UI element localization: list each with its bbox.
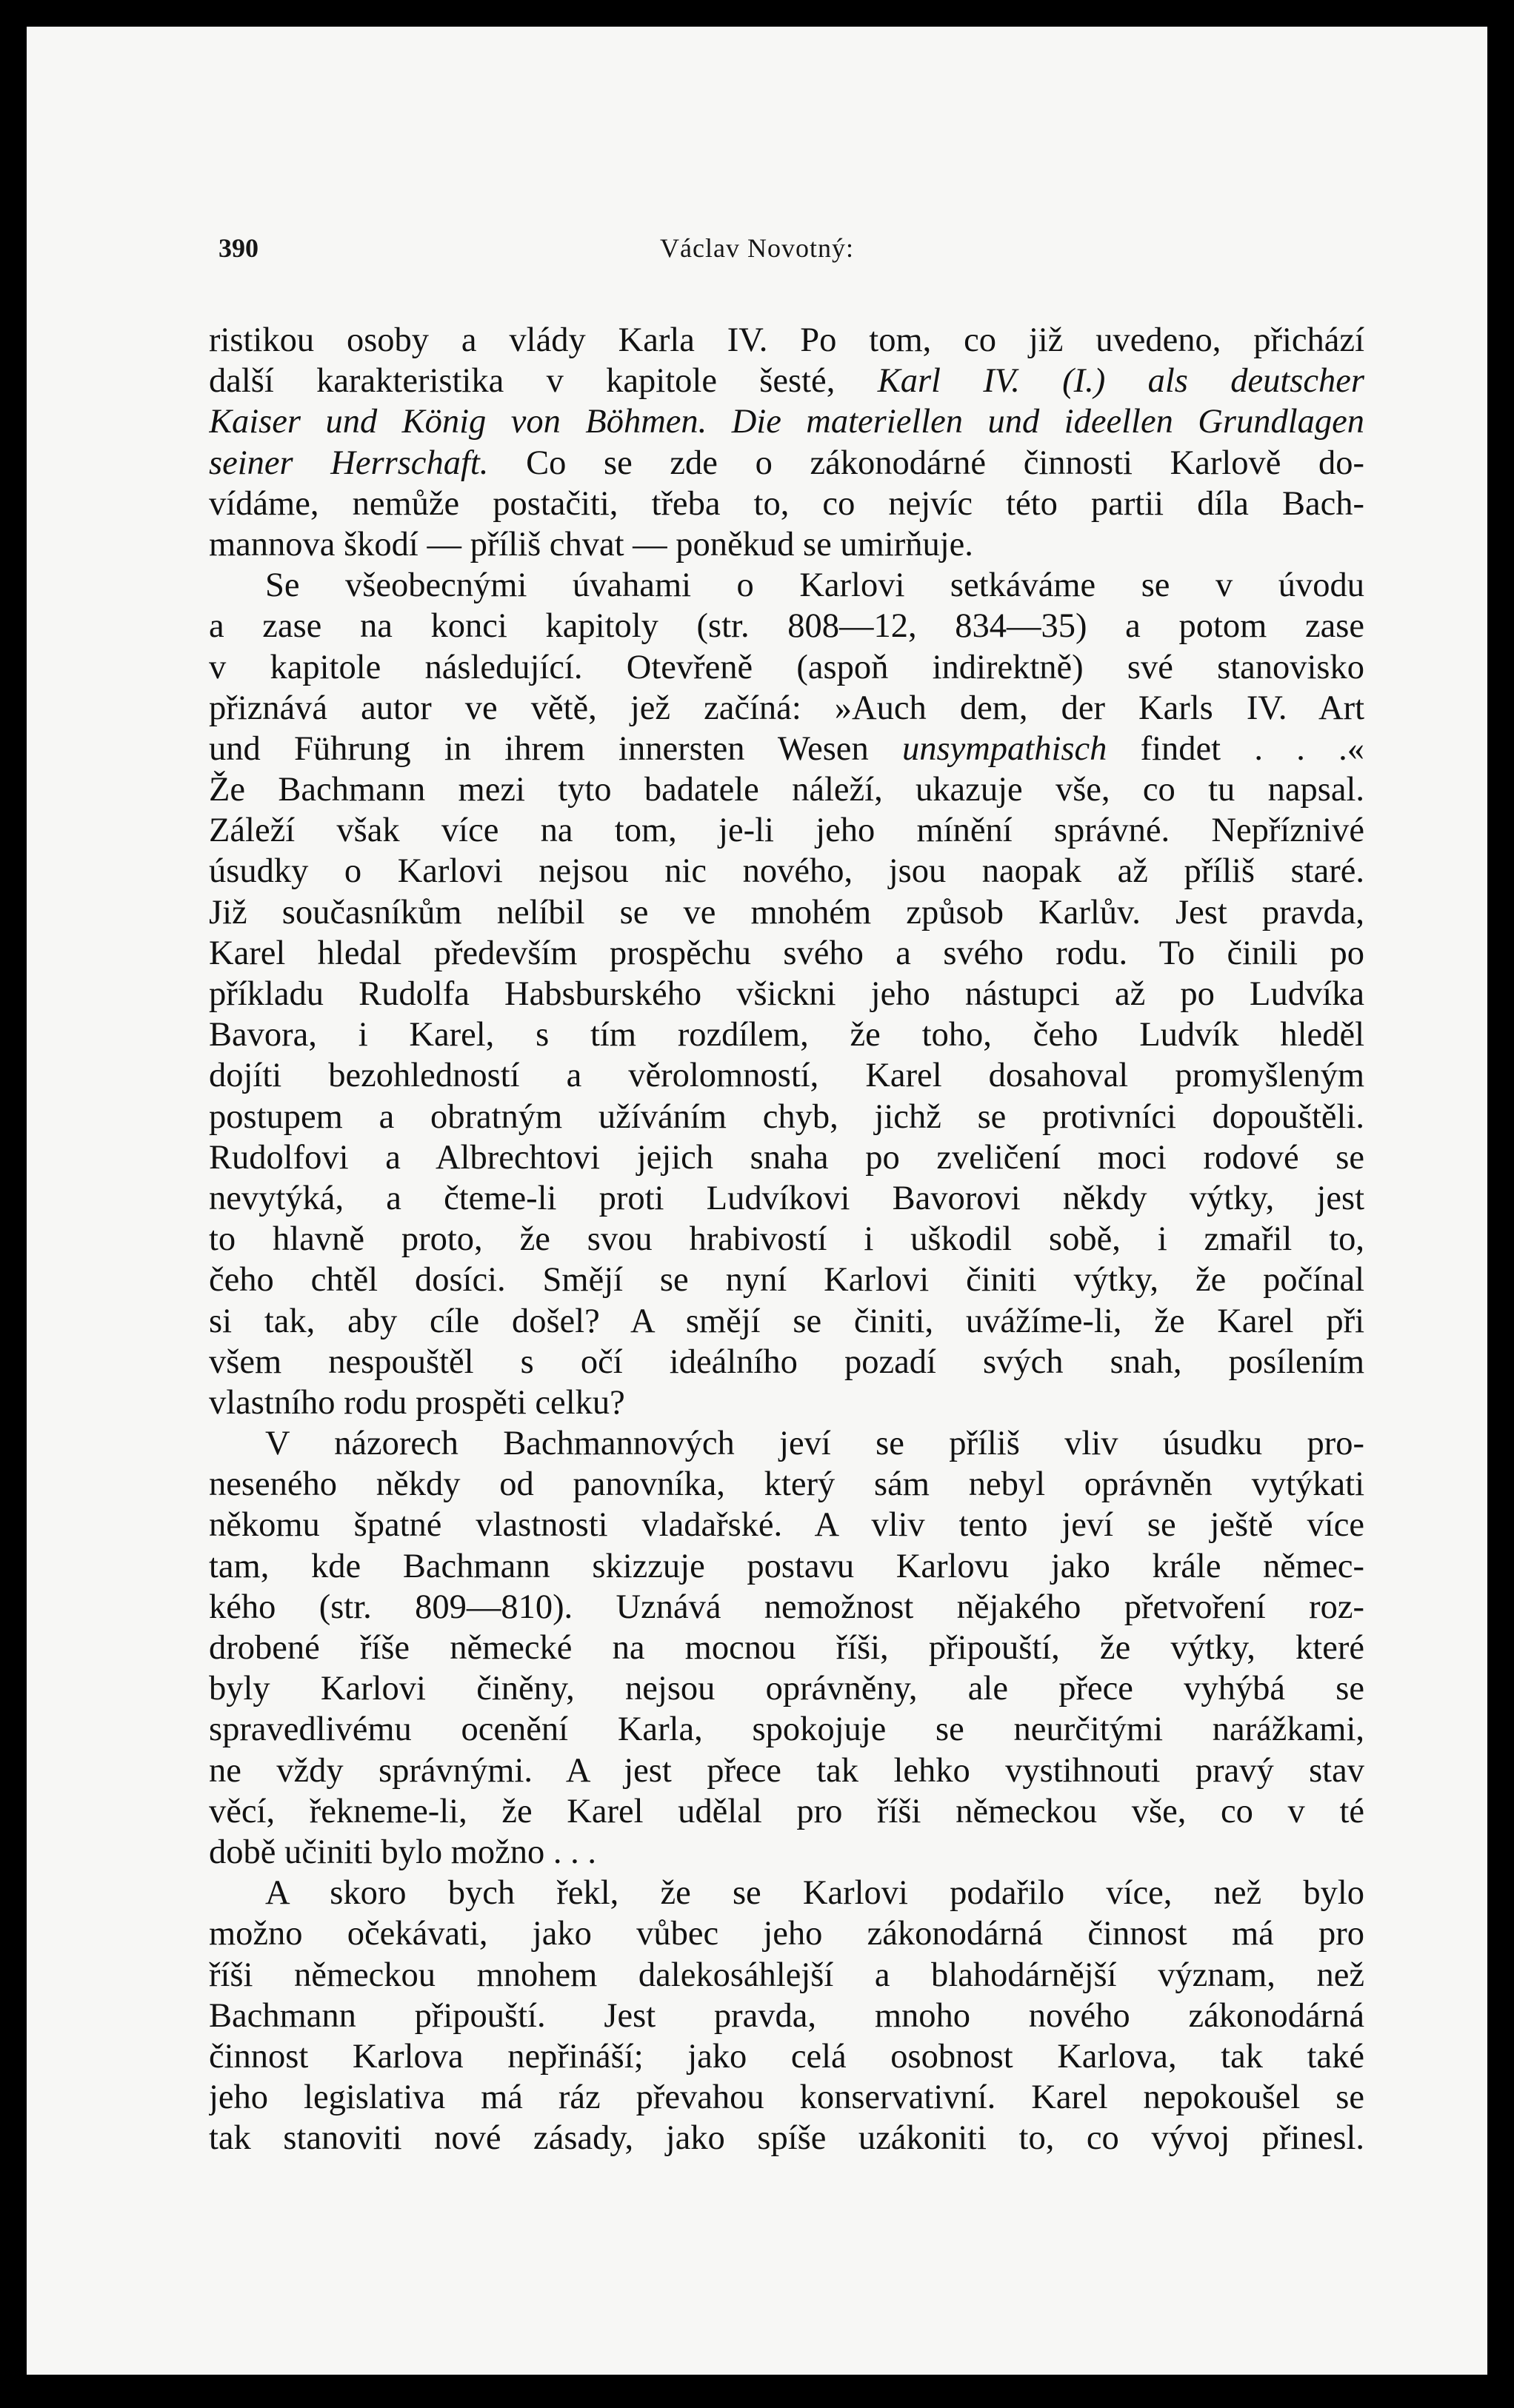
text-line: vídáme, nemůže postačiti, třeba to, co nejvíc této partii díla Bach- xyxy=(209,484,1364,523)
text-line: neseného někdy od panovníka, který sám nebyl oprávněn vytýkati xyxy=(209,1465,1364,1504)
text-line: činnost Karlova nepřináší; jako celá osobnost Karlova, tak také xyxy=(209,2037,1364,2076)
text-line: drobené říše německé na mocnou říši, připouští, že výtky, které xyxy=(209,1629,1364,1667)
text-line: ristikou osoby a vlády Karla IV. Po tom, co již uvedeno, přichází xyxy=(209,321,1364,359)
page-header xyxy=(27,233,1487,277)
book-page xyxy=(27,27,1487,2375)
text-span: další karakteristika v kapitole šesté, xyxy=(209,362,836,401)
text-line: Rudolfovi a Albrechtovi jejich snaha po zveličení moci rodové se xyxy=(209,1138,1364,1177)
italic-title: Karl IV. (I.) als deutscher xyxy=(877,362,1364,401)
text-line: Již současníkům nelíbil se ve mnohém způsob Karlův. Jest pravda, xyxy=(209,893,1364,932)
text-line: dojíti bezohledností a věrolomností, Karel dosahoval promyšleným xyxy=(209,1057,1364,1095)
text-line: Karel hledal především prospěchu svého a svého rodu. To činili po xyxy=(209,934,1364,972)
text-line: kého (str. 809—810). Uznává nemožnost nějakého přetvoření roz- xyxy=(209,1588,1364,1626)
text-line: vlastního rodu prospěti celku? xyxy=(209,1383,625,1422)
text-line: někomu špatné vlastnosti vladařské. A vliv tento jeví se ještě více xyxy=(209,1506,1364,1545)
italic-title: seiner Herrschaft. xyxy=(209,444,489,482)
paragraph-start-line: A skoro bych řekl, že se Karlovi podařilo více, než bylo xyxy=(265,1874,1364,1913)
text-line: době učiniti bylo možno . . . xyxy=(209,1833,597,1871)
text-line: ne vždy správnými. A jest přece tak lehko vystihnouti pravý stav xyxy=(209,1751,1364,1790)
running-head: Václav Novotný: xyxy=(660,233,854,263)
text-span: findet . . .« xyxy=(1140,729,1364,768)
page-number: 390 xyxy=(219,233,259,263)
text-line xyxy=(209,361,1364,401)
text-line: úsudky o Karlovi nejsou nic nového, jsou naopak až příliš staré. xyxy=(209,852,1364,891)
italic-word: unsympathisch xyxy=(901,729,1107,768)
text-line: jeho legislativa má ráz převahou konservativní. Karel nepokoušel se xyxy=(209,2078,1364,2117)
text-line xyxy=(209,729,1364,769)
paragraph-start-line: Se všeobecnými úvahami o Karlovi setkáváme se v úvodu xyxy=(265,566,1364,605)
text-line: nevytýká, a čteme-li proti Ludvíkovi Bavorovi někdy výtky, jest xyxy=(209,1179,1364,1217)
text-line: všem nespouštěl s očí ideálního pozadí svých snah, posílením xyxy=(209,1342,1364,1381)
text-line: čeho chtěl dosíci. Smějí se nyní Karlovi činiti výtky, že počínal xyxy=(209,1261,1364,1300)
text-line: Že Bachmann mezi tyto badatele náleží, ukazuje vše, co tu napsal. xyxy=(209,771,1364,809)
text-line: Kaiser und König von Böhmen. Die materiellen und ideellen Grundlagen xyxy=(209,403,1364,441)
text-line: věcí, řekneme-li, že Karel udělal pro říši německou vše, co v té xyxy=(209,1792,1364,1830)
text-line xyxy=(209,443,1364,484)
body-text xyxy=(209,320,1364,2408)
text-line: tam, kde Bachmann skizzuje postavu Karlovu jako krále němec- xyxy=(209,1547,1364,1585)
text-line: příkladu Rudolfa Habsburského všickni jeho nástupci až po Ludvíka xyxy=(209,975,1364,1013)
text-line: mannova škodí — příliš chvat — poněkud se umirňuje. xyxy=(209,525,973,563)
text-line: tak stanoviti nové zásady, jako spíše uzákoniti to, co vývoj přinesl. xyxy=(209,2119,1364,2158)
text-line: si tak, aby cíle došel? A smějí se činiti, uvážíme-li, že Karel při xyxy=(209,1302,1364,1340)
text-line: a zase na konci kapitoly (str. 808—12, 834—35) a potom zase xyxy=(209,607,1364,646)
text-line: možno očekávati, jako vůbec jeho zákonodárná činnost má pro xyxy=(209,1915,1364,1953)
text-span: und Führung in ihrem innersten Wesen xyxy=(209,729,869,768)
text-line: říši německou mnohem dalekosáhlejší a blahodárnější význam, než xyxy=(209,1956,1364,1994)
text-line: postupem a obratným užíváním chyb, jichž se protivníci dopouštěli. xyxy=(209,1097,1364,1136)
text-line: spravedlivému ocenění Karla, spokojuje se neurčitými narážkami, xyxy=(209,1710,1364,1749)
paragraph-start-line: V názorech Bachmannových jeví se příliš vliv úsudku pro- xyxy=(265,1425,1364,1463)
text-line: to hlavně proto, že svou hrabivostí i uškodil sobě, i zmařil to, xyxy=(209,1220,1364,1259)
text-line: Záleží však více na tom, je-li jeho mínění správné. Nepříznivé xyxy=(209,812,1364,850)
text-span: Co se zde o zákonodárné činnosti Karlově do- xyxy=(526,444,1364,482)
text-line: v kapitole následující. Otevřeně (aspoň indirektně) své stanovisko xyxy=(209,648,1364,686)
text-line: Bachmann připouští. Jest pravda, mnoho nového zákonodárná xyxy=(209,1996,1364,2035)
text-line: Bavora, i Karel, s tím rozdílem, že toho, čeho Ludvík hleděl xyxy=(209,1016,1364,1054)
text-line: přiznává autor ve větě, jež začíná: »Auch dem, der Karls IV. Art xyxy=(209,689,1364,727)
text-line: byly Karlovi činěny, nejsou oprávněny, ale přece vyhýbá se xyxy=(209,1670,1364,1708)
